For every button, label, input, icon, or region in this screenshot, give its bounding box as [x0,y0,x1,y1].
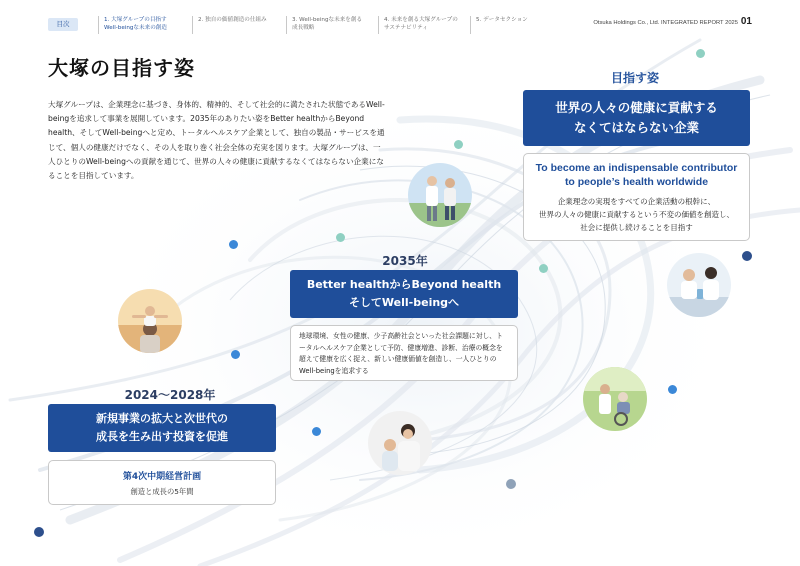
decor-dot [336,233,345,242]
nav-item-5-line1: 5. データセクション [476,17,528,23]
plan-card [48,460,276,505]
decor-dot [742,251,752,261]
decor-dot [539,264,548,273]
intro-text: 大塚グループは、企業理念に基づき、身体的、精神的、そして社会的に満たされた状態であるWell-beingを追求して事業を展開しています。2035年のありたい姿をBetter healthからBeyond health、そしてWell-beingへと定め、トータルヘルスケア企業として、独自の製品・サービスを通じて、個人の健康だけでなく、その人を取り巻く社会全体の充実を図ります。大塚グループは、一人ひとりのWell-beingへの貢献を通じて、世界の人々の健康に貢献するなくてはならない企業になることを目指しています。 [48,100,385,181]
goal-label: 目指す姿 [610,71,659,85]
decor-dot [231,350,240,359]
nav-item-2[interactable] [192,16,284,34]
plan-title-line2: 成長を生み出す投資を促進 [96,430,228,443]
nav-item-3-line1: 3. Well-beingな未来を創る [292,17,363,23]
brand-name: Otsuka Holdings Co., Ltd. INTEGRATED REPORT 2025 [593,20,738,26]
decor-dot [696,49,705,58]
decor-dot [229,240,238,249]
nav-item-5[interactable] [470,16,560,34]
decor-dot [34,527,44,537]
nav-item-3-line2: 成長戦略 [292,25,315,31]
plan-title-line1: 新規事業の拡大と次世代の [96,412,228,425]
nav-item-3[interactable] [286,16,376,34]
goal-desc-line2: 世界の人々の健康に貢献するという不変の価値を創造し、 [539,210,734,219]
photo-elderly-care [583,367,647,431]
page-title: 大塚の目指す姿 [48,56,195,80]
goal-desc-line3: 社会に提供し続けることを目指す [580,223,693,232]
nav-item-1-line2: Well-beingな未来の創造 [104,25,167,31]
goal-description [524,195,749,234]
plan-title-box [48,404,276,452]
header-nav [0,14,800,36]
vision-year: 2035年 [382,254,428,268]
plan-card-subtitle: 創造と成長の5年間 [130,487,194,496]
plan-year: 2024～2028年 [124,388,216,402]
nav-item-4-line1: 4. 未来を創る大塚グループの [384,17,458,23]
goal-english-line1: To become an indispensable contributor [535,162,738,174]
nav-item-1[interactable] [98,16,190,34]
plan-card-title: 第4次中期経営計画 [122,472,202,482]
decor-dot [454,140,463,149]
goal-title-box [523,90,750,146]
photo-child-on-shoulders [118,289,182,353]
decor-dot [506,479,516,489]
goal-card [523,153,750,241]
goal-title-line2: なくてはならない企業 [573,120,699,135]
goal-desc-line1: 企業理念の実現をすべての企業活動の根幹に、 [557,197,716,206]
decor-dot [312,427,321,436]
goal-title-line1: 世界の人々の健康に貢献する [555,100,718,115]
nav-item-4-line2: サステナビリティ [384,25,428,31]
vision-description: 地球環境、女性の健康、少子高齢社会といった社会課題に対し、トータルヘルスケア企業として予防、健康増進、診断、治療の概念を超えて健康を広く捉え、新しい健康価値を創造し、一人ひとりのWell-beingを追求する [290,325,518,381]
photo-walking-couple [408,163,472,227]
toc-button[interactable]: 目次 [48,18,78,31]
page-number: 01 [740,16,752,27]
vision-title-line1: Better healthからBeyond health [306,278,502,291]
goal-english [524,161,749,189]
nav-item-2-line1: 2. 独自の価値創造の仕組み [198,17,267,23]
photo-lab-researchers [667,253,731,317]
nav-item-1-line1: 1. 大塚グループの目指す [104,17,167,23]
goal-english-line2: to people’s health worldwide [564,176,709,188]
vision-title-line2: そしてWell-beingへ [348,296,460,309]
nav-item-4[interactable] [378,16,468,34]
vision-title-box [290,270,518,318]
photo-mother-and-child [368,411,432,475]
decor-dot [668,385,677,394]
